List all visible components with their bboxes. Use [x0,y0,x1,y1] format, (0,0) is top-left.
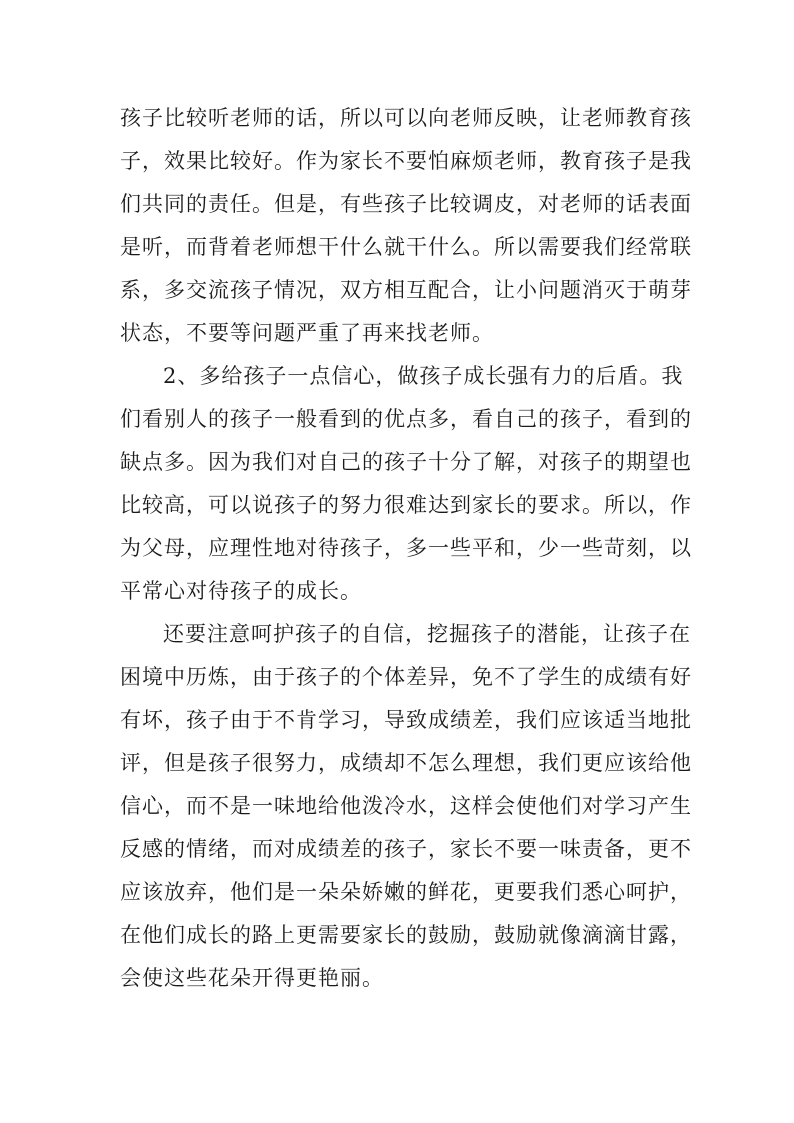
text-line: 为 父 母 ， 应 理 性 地 对 待 孩 子 ， 多 一 些 平 和 ， 少 一 些 苛 刻 ， 以 [120,536,692,560]
text-line: 评 ， 但 是 孩 子 很 努 力 ， 成 绩 却 不 怎 么 理 想 ， 我 们 更 应 该 给 他 [120,751,692,775]
text-line: 们 看 别 人 的 孩 子 一 般 看 到 的 优 点 多 ， 看 自 己 的 孩 子 ， 看 到 的 [120,407,692,431]
text-line: 困 境 中 历 炼 ， 由 于 孩 子 的 个 体 差 异 ， 免 不 了 学 生 的 成 绩 有 好 [120,665,692,689]
text-line: 反 感 的 情 绪 ， 而 对 成 绩 差 的 孩 子 ， 家 长 不 要 一 味 责 备 ， 更 不 [120,837,692,861]
text-line: 是 听 ， 而 背 着 老 师 想 干 什 么 就 干 什 么 。 所 以 需 要 我 们 经 常 联 [120,235,692,259]
text-line: 在 他 们 成 长 的 路 上 更 需 要 家 长 的 鼓 励 ， 鼓 励 就 像 滴 滴 甘 露 ， [120,923,692,947]
text-line: 2 、 多 给 孩 子 一 点 信 心 ， 做 孩 子 成 长 强 有 力 的 后 盾 。 我 [163,364,684,388]
text-line: 信 心 ， 而 不 是 一 味 地 给 他 泼 冷 水 ， 这 样 会 使 他 们 对 学 习 产 生 [120,794,692,818]
text-line: 应 该 放 弃 ， 他 们 是 一 朵 朵 娇 嫩 的 鲜 花 ， 更 要 我 们 悉 心 呵 护 ， [120,880,692,904]
text-line: 会使这些花朵开得更艳丽。 [120,966,384,990]
text-line: 子 ， 效 果 比 较 好 。 作 为 家 长 不 要 怕 麻 烦 老 师 ， 教 育 孩 子 是 我 [120,149,692,173]
text-line: 比 较 高 ， 可 以 说 孩 子 的 努 力 很 难 达 到 家 长 的 要 求 。 所 以 ， 作 [120,493,692,517]
text-line: 状态，不要等问题严重了再来找老师。 [120,321,494,345]
text-line: 还 要 注 意 呵 护 孩 子 的 自 信 ， 挖 掘 孩 子 的 潜 能 ， 让 孩 子 在 [163,622,691,646]
text-line: 平常心对待孩子的成长。 [120,579,362,603]
text-line: 有 坏 ， 孩 子 由 于 不 肯 学 习 ， 导 致 成 绩 差 ， 我 们 应 该 适 当 地 批 [120,708,692,732]
body-text [120,97,692,1000]
text-line: 们 共 同 的 责 任 。 但 是 ， 有 些 孩 子 比 较 调 皮 ， 对 老 师 的 话 表 面 [120,192,692,216]
text-line: 孩 子 比 较 听 老 师 的 话 ， 所 以 可 以 向 老 师 反 映 ， 让 老 师 教 育 孩 [120,106,692,130]
text-line: 缺 点 多 。 因 为 我 们 对 自 己 的 孩 子 十 分 了 解 ， 对 孩 子 的 期 望 也 [120,450,692,474]
text-line: 系 ， 多 交 流 孩 子 情 况 ， 双 方 相 互 配 合 ， 让 小 问 题 消 灭 于 萌 芽 [120,278,692,302]
